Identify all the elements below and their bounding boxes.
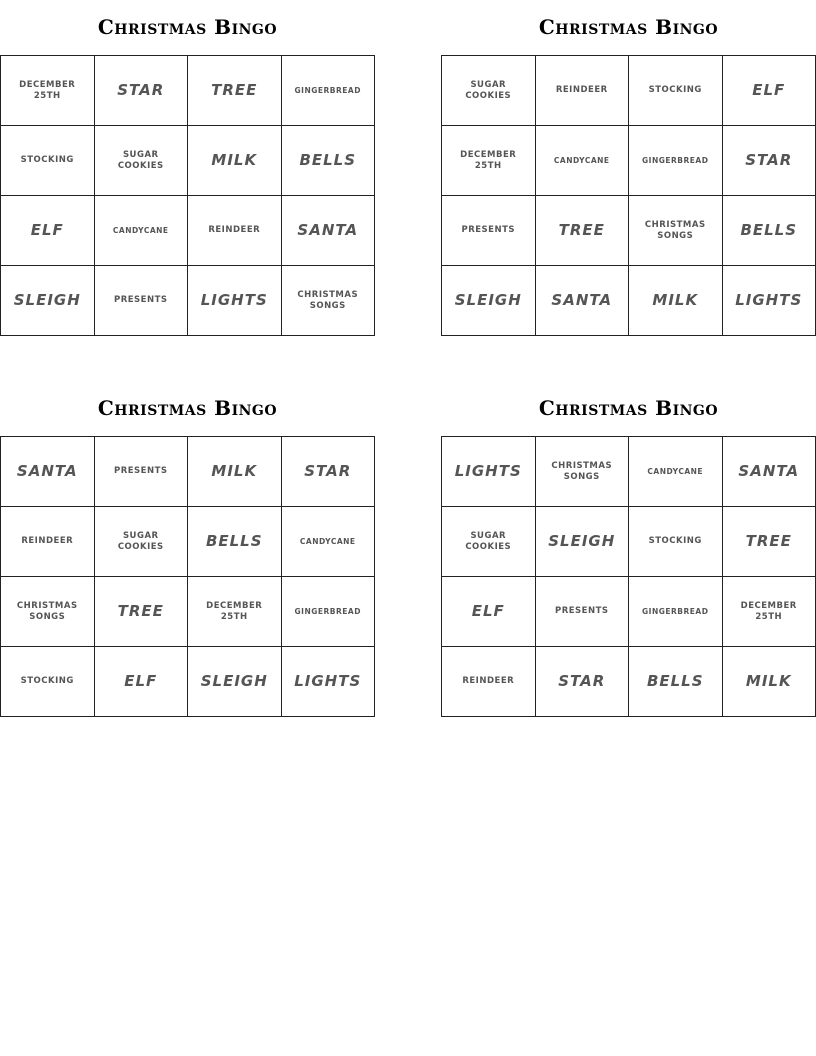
bingo-cell-label: ELF xyxy=(124,672,158,691)
bingo-cell xyxy=(282,647,376,717)
bingo-cell xyxy=(95,577,189,647)
bingo-cell-label: BELLS xyxy=(299,151,357,170)
bingo-cell-label: CHRISTMAS SONGS xyxy=(551,460,613,482)
bingo-cell xyxy=(95,56,189,126)
bingo-cell-label: REINDEER xyxy=(21,536,74,547)
bingo-cell-label: DECEMBER 25TH xyxy=(740,600,797,622)
bingo-cell xyxy=(1,56,95,126)
bingo-cell-label: GINGERBREAD xyxy=(642,155,709,165)
bingo-cell xyxy=(536,266,630,336)
bingo-cell-label: SLEIGH xyxy=(548,532,616,551)
bingo-cell xyxy=(282,507,376,577)
bingo-cell-label: ELF xyxy=(752,81,786,100)
bingo-cell xyxy=(629,507,723,577)
bingo-cell-label: CHRISTMAS SONGS xyxy=(644,219,706,241)
bingo-cell xyxy=(536,437,630,507)
bingo-grid xyxy=(0,436,375,717)
card-title: Christmas Bingo xyxy=(97,396,278,420)
bingo-cell-label: LIGHTS xyxy=(735,291,803,310)
bingo-cell xyxy=(95,647,189,717)
bingo-cell xyxy=(536,507,630,577)
bingo-cell xyxy=(536,126,630,196)
bingo-cell xyxy=(629,577,723,647)
bingo-cell xyxy=(723,507,816,577)
bingo-cell xyxy=(188,647,282,717)
card-title: Christmas Bingo xyxy=(538,396,719,420)
bingo-cell-label: STAR xyxy=(117,81,165,100)
bingo-cell xyxy=(188,56,282,126)
bingo-cell-label: SUGAR COOKIES xyxy=(465,530,512,552)
bingo-card-4 xyxy=(441,381,816,717)
bingo-cell-label: BELLS xyxy=(646,672,704,691)
bingo-cell-label: STOCKING xyxy=(648,85,702,96)
bingo-cell xyxy=(723,577,816,647)
bingo-cell xyxy=(723,266,816,336)
bingo-cell-label: STAR xyxy=(558,672,606,691)
bingo-cell xyxy=(629,126,723,196)
bingo-cell-label: ELF xyxy=(471,602,505,621)
bingo-cell-label: PRESENTS xyxy=(554,606,609,617)
bingo-cell xyxy=(442,647,536,717)
bingo-card-3 xyxy=(0,381,375,717)
bingo-cell-label: GINGERBREAD xyxy=(294,85,361,95)
bingo-cell-label: STOCKING xyxy=(20,676,74,687)
bingo-cell-label: SUGAR COOKIES xyxy=(465,79,512,101)
bingo-cell-label: SLEIGH xyxy=(200,672,268,691)
bingo-cell-label: PRESENTS xyxy=(113,466,168,477)
bingo-cell-label: CANDYCANE xyxy=(553,155,610,165)
bingo-cell-label: MILK xyxy=(211,151,258,170)
bingo-cell-label: ELF xyxy=(30,221,64,240)
bingo-cell xyxy=(1,437,95,507)
bingo-cell xyxy=(95,126,189,196)
bingo-cell xyxy=(1,647,95,717)
bingo-cell xyxy=(188,577,282,647)
bingo-cell xyxy=(282,266,376,336)
bingo-cell-label: TREE xyxy=(117,602,164,621)
bingo-cell xyxy=(723,196,816,266)
bingo-cell xyxy=(282,126,376,196)
bingo-cell-label: SUGAR COOKIES xyxy=(117,530,164,552)
bingo-cell-label: LIGHTS xyxy=(294,672,362,691)
bingo-card-2 xyxy=(441,0,816,336)
bingo-cell xyxy=(282,56,376,126)
bingo-cell-label: REINDEER xyxy=(555,85,608,96)
bingo-cell-label: TREE xyxy=(558,221,605,240)
bingo-cell-label: LIGHTS xyxy=(200,291,268,310)
bingo-cell-label: STAR xyxy=(745,151,793,170)
bingo-cell-label: CANDYCANE xyxy=(647,466,704,476)
bingo-cell-label: TREE xyxy=(211,81,258,100)
bingo-cell xyxy=(536,577,630,647)
bingo-cell xyxy=(1,126,95,196)
bingo-cell xyxy=(188,507,282,577)
bingo-cell-label: LIGHTS xyxy=(454,462,522,481)
bingo-cell xyxy=(442,437,536,507)
bingo-grid xyxy=(441,436,816,717)
bingo-cell xyxy=(442,56,536,126)
bingo-cell-label: DECEMBER 25TH xyxy=(19,79,76,101)
bingo-cell xyxy=(723,647,816,717)
bingo-cell xyxy=(95,196,189,266)
bingo-cell xyxy=(723,56,816,126)
bingo-cell xyxy=(1,196,95,266)
card-title: Christmas Bingo xyxy=(97,15,278,39)
bingo-cell xyxy=(629,266,723,336)
bingo-cell xyxy=(442,266,536,336)
bingo-cell-label: BELLS xyxy=(205,532,263,551)
bingo-cell-label: DECEMBER 25TH xyxy=(206,600,263,622)
bingo-cell xyxy=(629,196,723,266)
bingo-cell-label: STAR xyxy=(304,462,352,481)
bingo-cell-label: CANDYCANE xyxy=(299,536,356,546)
bingo-cell xyxy=(629,56,723,126)
bingo-grid xyxy=(441,55,816,336)
bingo-cell xyxy=(442,577,536,647)
bingo-cell-label: SANTA xyxy=(297,221,359,240)
bingo-cell-label: SANTA xyxy=(16,462,78,481)
bingo-cell-label: REINDEER xyxy=(208,225,261,236)
bingo-cell-label: BELLS xyxy=(740,221,798,240)
bingo-cell-label: DECEMBER 25TH xyxy=(460,149,517,171)
bingo-cell xyxy=(442,507,536,577)
bingo-cell-label: MILK xyxy=(211,462,258,481)
bingo-cell xyxy=(188,437,282,507)
bingo-cell-label: SANTA xyxy=(738,462,800,481)
bingo-cell xyxy=(1,577,95,647)
bingo-cell xyxy=(95,266,189,336)
bingo-cell xyxy=(95,507,189,577)
bingo-cell-label: CHRISTMAS SONGS xyxy=(297,289,359,311)
bingo-cell xyxy=(282,577,376,647)
bingo-cell xyxy=(1,507,95,577)
bingo-cell-label: MILK xyxy=(745,672,792,691)
bingo-cell-label: PRESENTS xyxy=(461,225,516,236)
bingo-cell-label: GINGERBREAD xyxy=(294,606,361,616)
bingo-card-1 xyxy=(0,0,375,336)
bingo-cell-label: STOCKING xyxy=(20,155,74,166)
bingo-cell-label: TREE xyxy=(745,532,792,551)
bingo-cell xyxy=(536,56,630,126)
bingo-cell xyxy=(629,647,723,717)
bingo-cell xyxy=(282,437,376,507)
bingo-grid xyxy=(0,55,375,336)
bingo-cell xyxy=(723,126,816,196)
bingo-cell-label: SLEIGH xyxy=(13,291,81,310)
bingo-cell-label: GINGERBREAD xyxy=(642,606,709,616)
bingo-cell xyxy=(629,437,723,507)
bingo-cell-label: CHRISTMAS SONGS xyxy=(16,600,78,622)
bingo-cell-label: REINDEER xyxy=(462,676,515,687)
bingo-cell xyxy=(1,266,95,336)
bingo-cell-label: PRESENTS xyxy=(113,295,168,306)
bingo-cell xyxy=(536,196,630,266)
bingo-cell-label: STOCKING xyxy=(648,536,702,547)
bingo-cell xyxy=(442,126,536,196)
bingo-cell xyxy=(188,266,282,336)
bingo-cell xyxy=(282,196,376,266)
bingo-cell-label: SANTA xyxy=(551,291,613,310)
bingo-cell-label: SLEIGH xyxy=(454,291,522,310)
bingo-cell xyxy=(188,196,282,266)
bingo-cell xyxy=(95,437,189,507)
bingo-cell-label: SUGAR COOKIES xyxy=(117,149,164,171)
bingo-cell xyxy=(442,196,536,266)
bingo-cell xyxy=(188,126,282,196)
bingo-cell-label: MILK xyxy=(652,291,699,310)
bingo-cell xyxy=(723,437,816,507)
bingo-cell-label: CANDYCANE xyxy=(112,225,169,235)
bingo-cell xyxy=(536,647,630,717)
card-title: Christmas Bingo xyxy=(538,15,719,39)
